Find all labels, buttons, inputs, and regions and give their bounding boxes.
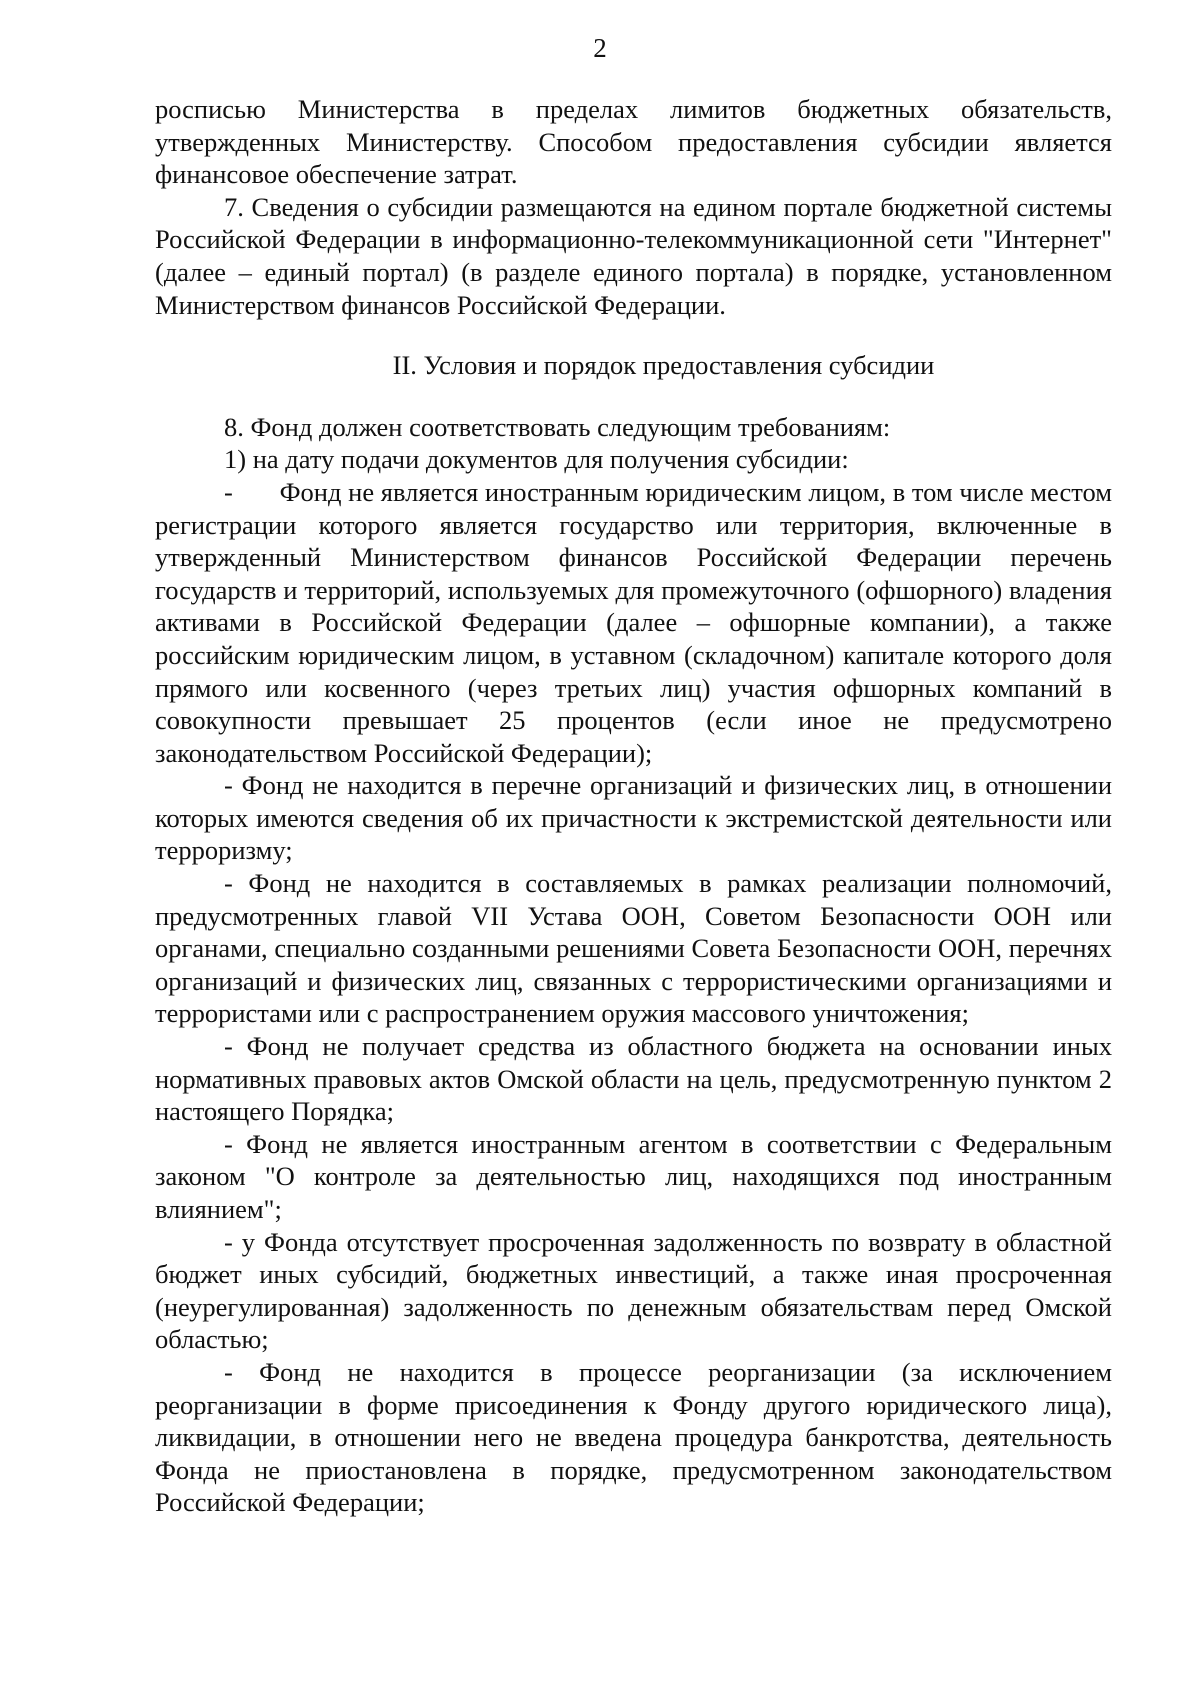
requirement-offshore: - Фонд не является иностранным юридическим лицом, в том числе местом регистрации которого является государство или территория, включенные в утвержденный Министерством финансов Российской Федерации перечень государств и территорий, используемых для промежуточного (офшорного) владения активами в Российской Федерации (далее – офшорные компании), а также российским юридическим лицом, в уставном (складочном) капитале которого доля прямого или косвенного (через третьих лиц) участия офшорных компаний в совокупности превышает 25 процентов (если иное не предусмотрено законодательством Российской Федерации); xyxy=(155,476,1112,768)
requirement-no-other-funds: - Фонд не получает средства из областного бюджета на основании иных нормативных правовых актов Омской области на цель, предусмотренную пунктом 2 настоящего Порядка; xyxy=(155,1031,1112,1127)
requirement-foreign-agent: - Фонд не является иностранным агентом в соответствии с Федеральным законом "О контроле за деятельностью лиц, находящихся под иностранным влиянием"; xyxy=(155,1128,1112,1224)
document-body xyxy=(155,93,1112,1519)
paragraph-continuation: росписью Министерства в пределах лимитов бюджетных обязательств, утвержденных Министерству. Способом предоставления субсидии является финансовое обеспечение затрат. xyxy=(155,94,1112,190)
requirement-no-reorganization: - Фонд не находится в процессе реорганизации (за исключением реорганизации в форме присоединения к Фонду другого юридического лица), ликвидации, в отношении него не введена процедура банкротства, деятельность Фонда не приостановлена в порядке, предусмотренном законодательством Российской Федерации; xyxy=(155,1356,1112,1518)
paragraph-item-7: 7. Сведения о субсидии размещаются на едином портале бюджетной системы Российской Федерации в информационно-телекоммуникационной сети "Интернет" (далее – единый портал) (в разделе единого портала) в порядке, установленном Министерством финансов Российской Федерации. xyxy=(155,191,1112,320)
requirement-no-debt: - у Фонда отсутствует просроченная задолженность по возврату в областной бюджет иных субсидий, бюджетных инвестиций, а также иная просроченная (неурегулированная) задолженность по денежным обязательствам перед Омской областью; xyxy=(155,1226,1112,1355)
page-number: 2 xyxy=(593,33,607,63)
section-heading: II. Условия и порядок предоставления субсидии xyxy=(392,350,935,381)
paragraph-item-8: 8. Фонд должен соответствовать следующим требованиям: xyxy=(224,411,891,442)
paragraph-subitem-1: 1) на дату подачи документов для получения субсидии: xyxy=(224,444,849,475)
requirement-un-sanctions: - Фонд не находится в составляемых в рамках реализации полномочий, предусмотренных главой VII Устава ООН, Советом Безопасности ООН или органами, специально созданными решениями Совета Безопасности ООН, перечнях организаций и физических лиц, связанных с террористическими организациями и террористами или с распространением оружия массового уничтожения; xyxy=(155,868,1112,1029)
requirement-extremism: - Фонд не находится в перечне организаций и физических лиц, в отношении которых имеются сведения об их причастности к экстремистской деятельности или терроризму; xyxy=(155,770,1112,866)
